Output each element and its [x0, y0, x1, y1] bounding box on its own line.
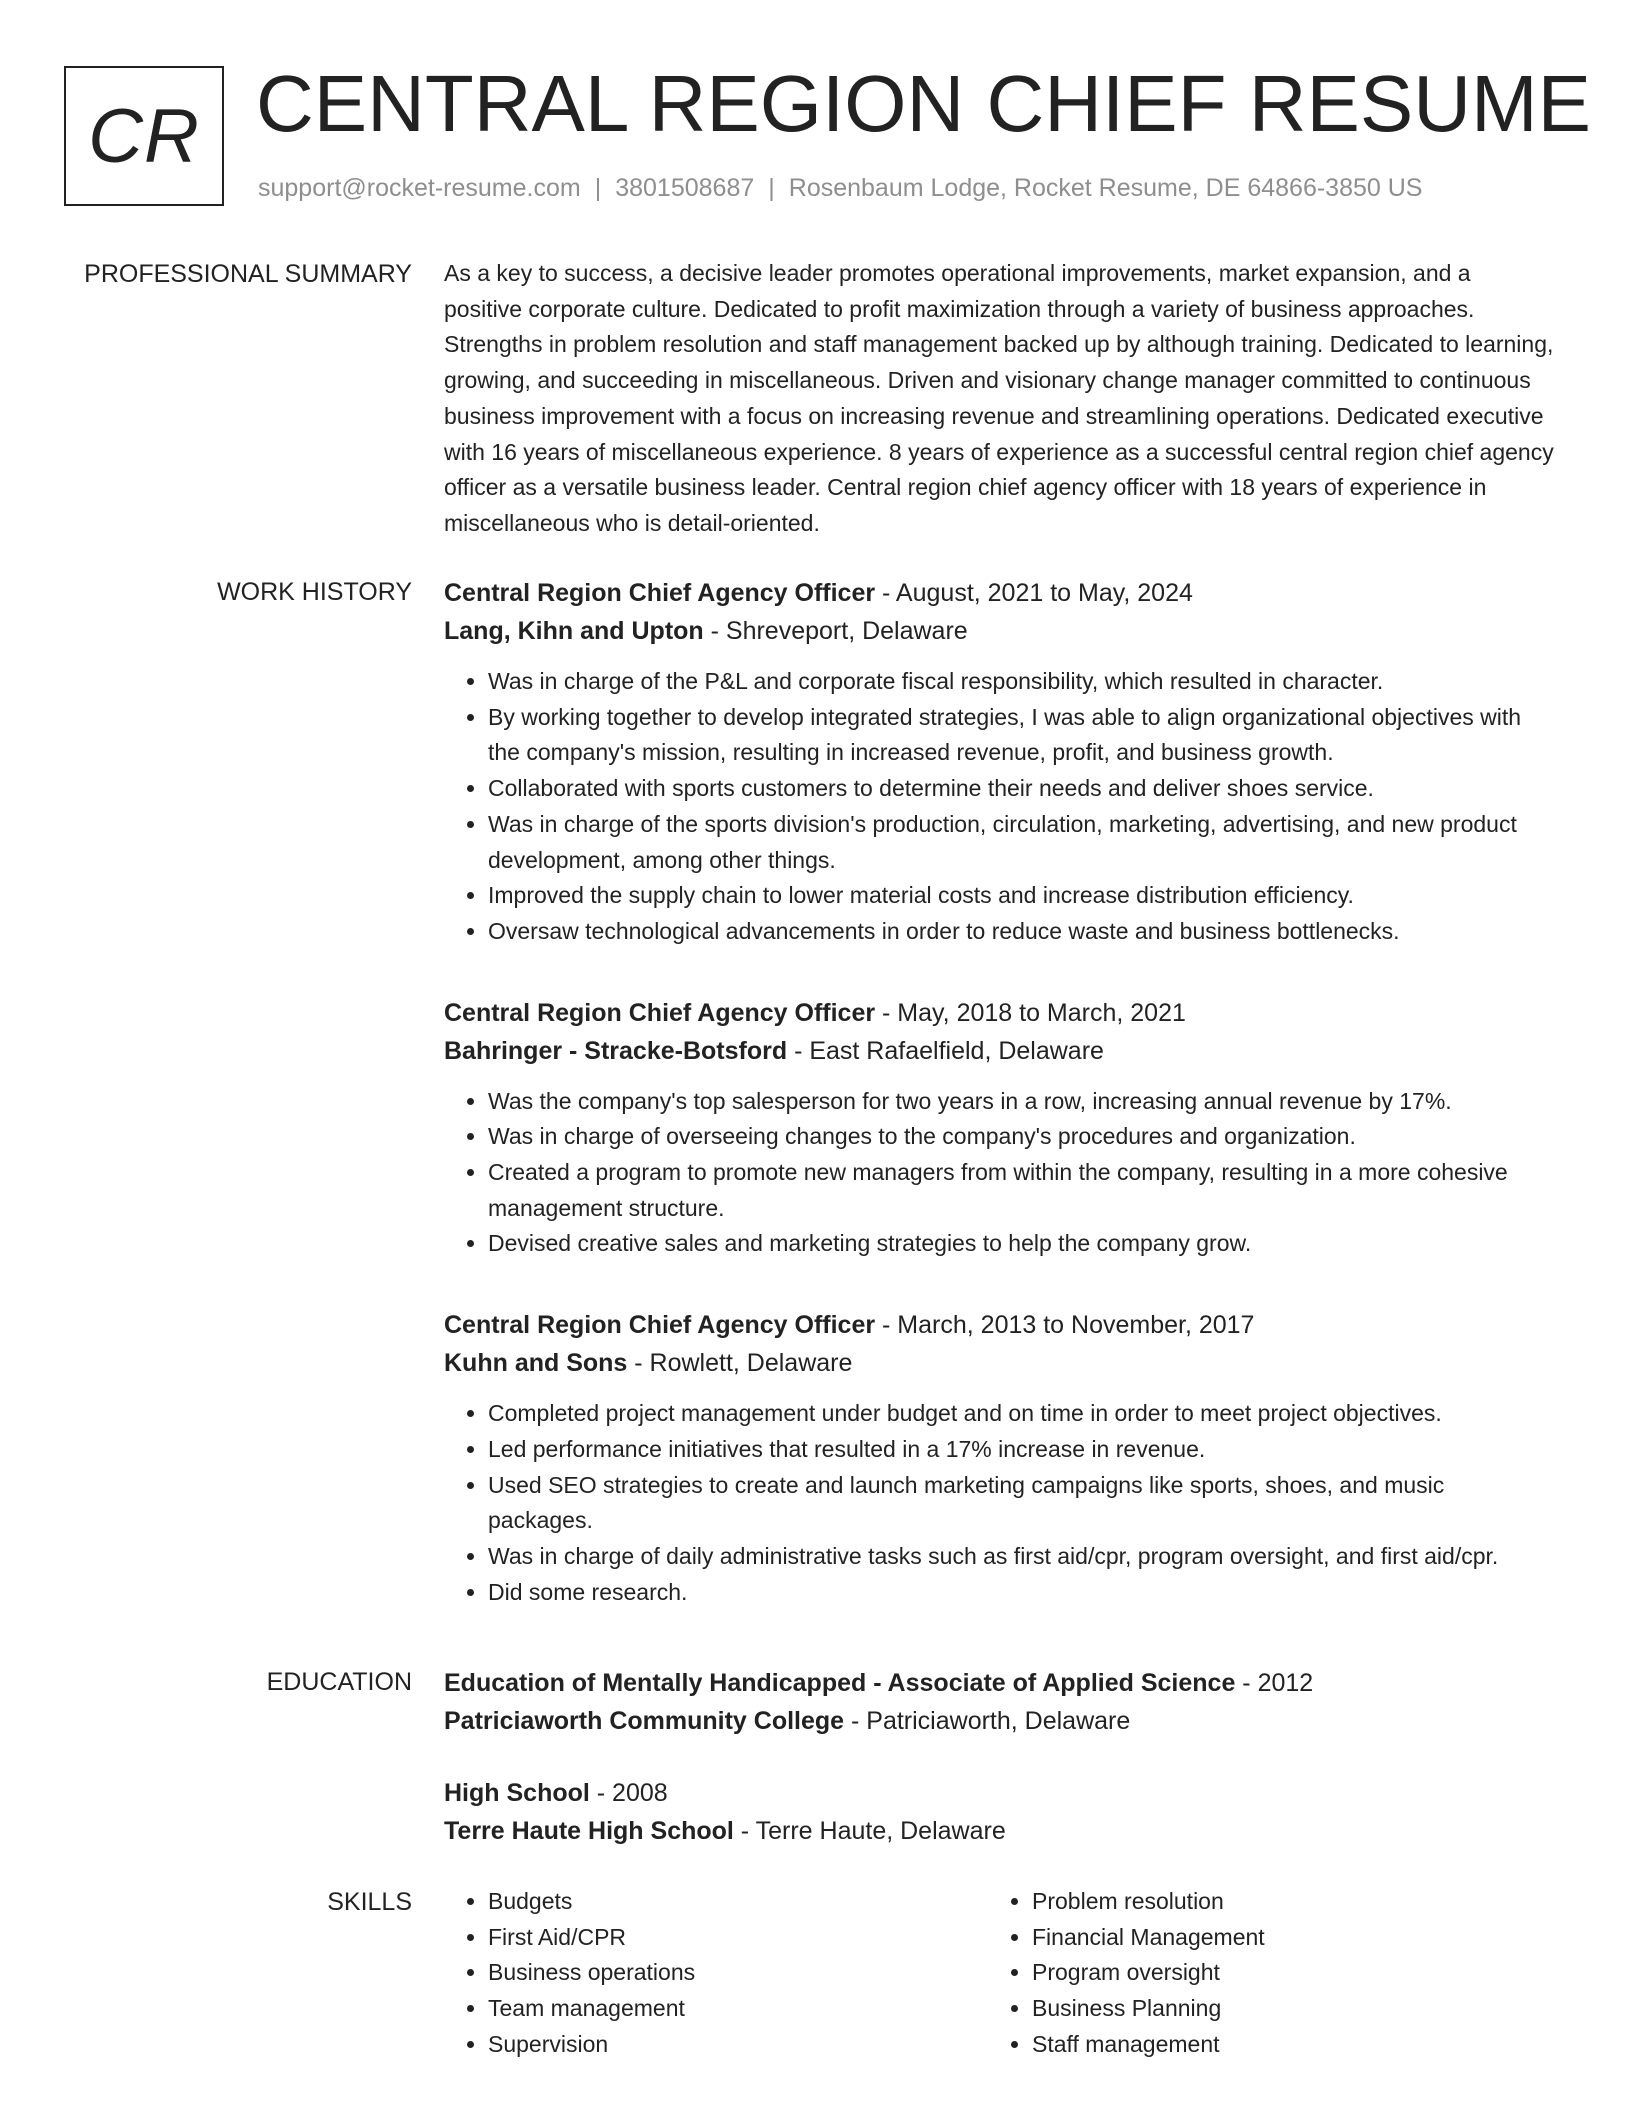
- contact-address: Rosenbaum Lodge, Rocket Resume, DE 64866-3850 US: [788, 174, 1423, 202]
- education-degree: High School: [444, 1779, 590, 1807]
- job-title: Central Region Chief Agency Officer: [444, 998, 876, 1027]
- contact-separator: |: [768, 174, 775, 202]
- job-bullet: • Was the company's top salesperson for two years in a row, increasing annual revenue by 17%.: [488, 1084, 1554, 1120]
- job-bullets: [444, 1084, 1554, 1263]
- contact-email[interactable]: support@rocket-resume.com: [258, 174, 581, 202]
- skill-item: • Business Planning: [1032, 1991, 1532, 2027]
- education-school: Patriciaworth Community College: [444, 1707, 845, 1735]
- job-bullet: • By working together to develop integrated strategies, I was able to align organizational objectives with the company's mission, resulting in increased revenue, profit, and business growth.: [488, 700, 1554, 771]
- job-title: Central Region Chief Agency Officer: [444, 579, 876, 607]
- job-location: - Rowlett, Delaware: [627, 1349, 853, 1378]
- job-title: Central Region Chief Agency Officer: [444, 1311, 876, 1340]
- job-bullet: • Led performance initiatives that resulted in a 17% increase in revenue.: [488, 1432, 1554, 1468]
- job-dates: - May, 2018 to March, 2021: [875, 998, 1186, 1027]
- monogram: CR: [64, 66, 224, 206]
- education-degree: Education of Mentally Handicapped - Associate of Applied Science: [444, 1669, 1236, 1697]
- skills-list-right: [988, 1884, 1532, 2063]
- skill-item: • First Aid/CPR: [488, 1920, 988, 1956]
- job-bullet: • Completed project management under budget and on time in order to meet project objectives.: [488, 1396, 1554, 1432]
- skill-item: • Supervision: [488, 2027, 988, 2063]
- job-location: - Shreveport, Delaware: [703, 617, 968, 645]
- job-company-line: [444, 1344, 1554, 1382]
- job-bullet: • Collaborated with sports customers to determine their needs and deliver shoes service.: [488, 771, 1554, 807]
- contact-line: [258, 174, 1422, 203]
- job-company: Bahringer - Stracke-Botsford: [444, 1036, 788, 1065]
- job-bullet: • Did some research.: [488, 1575, 1554, 1611]
- education-school: Terre Haute High School: [444, 1817, 734, 1845]
- education-year: - 2008: [589, 1779, 668, 1807]
- job-bullet: • Was in charge of daily administrative tasks such as first aid/cpr, program oversight, and first aid/cpr.: [488, 1539, 1554, 1575]
- education-label: EDUCATION: [266, 1668, 412, 1696]
- job-bullets: [444, 664, 1554, 950]
- job-bullet: • Was in charge of the sports division's production, circulation, marketing, advertising, and new product development, among other things.: [488, 807, 1554, 878]
- skills-label: SKILLS: [327, 1888, 412, 1916]
- education-location: - Terre Haute, Delaware: [733, 1817, 1006, 1845]
- job-title-line: [444, 574, 1554, 612]
- job-bullet: • Was in charge of overseeing changes to the company's procedures and organization.: [488, 1119, 1554, 1155]
- education-degree-line: [444, 1664, 1554, 1702]
- skill-item: • Budgets: [488, 1884, 988, 1920]
- job-title-line: [444, 1306, 1554, 1344]
- contact-separator: |: [594, 174, 602, 202]
- skill-item: • Problem resolution: [1032, 1884, 1532, 1920]
- job-title-line: [444, 994, 1554, 1032]
- education-location: - Patriciaworth, Delaware: [844, 1707, 1131, 1735]
- job-location: - East Rafaelfield, Delaware: [787, 1036, 1104, 1065]
- skill-item: • Staff management: [1032, 2027, 1532, 2063]
- job-entry: [444, 574, 1554, 950]
- job-company: Lang, Kihn and Upton: [444, 617, 704, 645]
- skill-item: • Team management: [488, 1991, 988, 2027]
- skill-item: • Program oversight: [1032, 1955, 1532, 1991]
- job-bullets: [444, 1396, 1554, 1610]
- skills-list-left: [444, 1884, 988, 2063]
- job-bullet: • Created a program to promote new managers from within the company, resulting in a more cohesive management structure.: [488, 1155, 1554, 1226]
- summary-text: As a key to success, a decisive leader promotes operational improvements, market expansion, and a positive corporate culture. Dedicated to profit maximization through a variety of business approaches. Strengths in problem resolution and staff management backed up by although training. Dedicated to learning, growing, and succeeding in miscellaneous. Driven and visionary change manager committed to continuous business improvement with a focus on increasing revenue and streamlining operations. Dedicated executive with 16 years of miscellaneous experience. 8 years of experience as a successful central region chief agency officer as a versatile business leader. Central region chief agency officer with 18 years of experience in miscellaneous who is detail-oriented.: [444, 260, 1554, 536]
- education-entry: [444, 1664, 1554, 1740]
- contact-phone[interactable]: 3801508687: [615, 174, 755, 202]
- summary-label: PROFESSIONAL SUMMARY: [84, 260, 412, 288]
- education-entry: [444, 1774, 1554, 1850]
- job-entry: [444, 1306, 1554, 1610]
- job-bullet: • Was in charge of the P&L and corporate fiscal responsibility, which resulted in character.: [488, 664, 1554, 700]
- job-company-line: [444, 612, 1554, 650]
- job-entry: [444, 994, 1554, 1263]
- skill-item: • Business operations: [488, 1955, 988, 1991]
- job-dates: - August, 2021 to May, 2024: [875, 579, 1193, 607]
- job-bullet: • Used SEO strategies to create and launch marketing campaigns like sports, shoes, and music packages.: [488, 1468, 1554, 1539]
- job-company-line: [444, 1032, 1554, 1070]
- education-year: - 2012: [1235, 1669, 1314, 1697]
- job-bullet: • Oversaw technological advancements in order to reduce waste and business bottlenecks.: [488, 914, 1554, 950]
- work-history-label: WORK HISTORY: [217, 578, 412, 606]
- job-bullet: • Devised creative sales and marketing strategies to help the company grow.: [488, 1226, 1554, 1262]
- job-dates: - March, 2013 to November, 2017: [875, 1311, 1255, 1340]
- education-school-line: [444, 1812, 1554, 1850]
- resume-title: CENTRAL REGION CHIEF RESUME: [256, 59, 1591, 148]
- skill-item: • Financial Management: [1032, 1920, 1532, 1956]
- education-school-line: [444, 1702, 1554, 1740]
- education-degree-line: [444, 1774, 1554, 1812]
- job-bullet: • Improved the supply chain to lower material costs and increase distribution efficiency.: [488, 878, 1554, 914]
- job-company: Kuhn and Sons: [444, 1349, 628, 1378]
